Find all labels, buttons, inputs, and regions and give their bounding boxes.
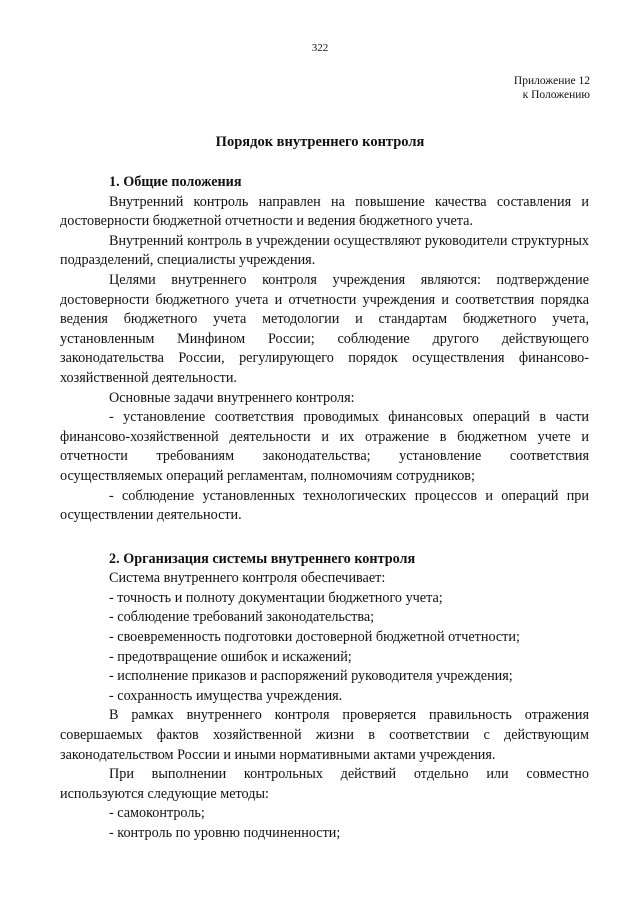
section-1-paragraph: Целями внутреннего контроля учреждения являются: подтверждение достоверности бюджетного учета и отчетности учреждения и соответствия порядка ведения бюджетного учета методологии и стандартам бюджетного учета, установленным Минфином России; соблюдение другого действующего законодательства России, регулирующего порядок осуществления финансово-хозяйственной деятельности. [60, 271, 589, 386]
list-item: - точность и полноту документации бюджетного учета; [109, 589, 443, 606]
appendix-line-1: Приложение 12 [513, 75, 590, 87]
list-item: - своевременность подготовки достоверной бюджетной отчетности; [109, 629, 520, 646]
document-body [60, 173, 589, 844]
section-2-paragraph: При выполнении контрольных действий отдельно или совместно используются следующие методы: [60, 766, 589, 802]
section-2-intro: Система внутреннего контроля обеспечивает: [109, 570, 386, 587]
appendix-line-2: к Положению [522, 89, 590, 101]
section-1-heading: 1. Общие положения [109, 174, 242, 190]
document-title: Порядок внутреннего контроля [215, 134, 425, 150]
appendix-reference [514, 74, 590, 102]
list-item: - предотвращение ошибок и искажений; [109, 648, 352, 665]
list-item: - исполнение приказов и распоряжений руководителя учреждения; [109, 668, 513, 685]
section-1-paragraph: - соблюдение установленных технологических процессов и операций при осуществлении деятельности. [60, 487, 589, 524]
section-2-heading: 2. Организация системы внутреннего контроля [109, 550, 416, 567]
section-2-paragraph: В рамках внутреннего контроля проверяется правильность отражения совершаемых фактов хозяйственной жизни в соответствии с действующим законодательством России и иными нормативными актами учреждения. [60, 707, 589, 763]
list-item: - сохранность имущества учреждения. [109, 687, 343, 704]
section-1-paragraph: Основные задачи внутреннего контроля: [109, 389, 355, 406]
page-number: 322 [311, 42, 329, 54]
method-item: - контроль по уровню подчиненности; [109, 825, 341, 841]
section-gap [60, 526, 589, 550]
list-item: - соблюдение требований законодательства; [109, 609, 375, 626]
section-1-paragraph: Внутренний контроль в учреждении осуществляют руководители структурных подразделений, специалисты учреждения. [60, 232, 589, 269]
section-1-paragraph: - установление соответствия проводимых финансовых операций в части финансово-хозяйственной деятельности и их отражение в бюджетном учете и отчетности требованиям законодательства; установление соответствия осуществляемых операций регламентам, полномочиям сотрудников; [60, 409, 589, 484]
method-item: - самоконтроль; [109, 805, 205, 822]
section-1-paragraph: Внутренний контроль направлен на повышение качества составления и достоверности бюджетной отчетности и ведения бюджетного учета. [60, 193, 589, 230]
